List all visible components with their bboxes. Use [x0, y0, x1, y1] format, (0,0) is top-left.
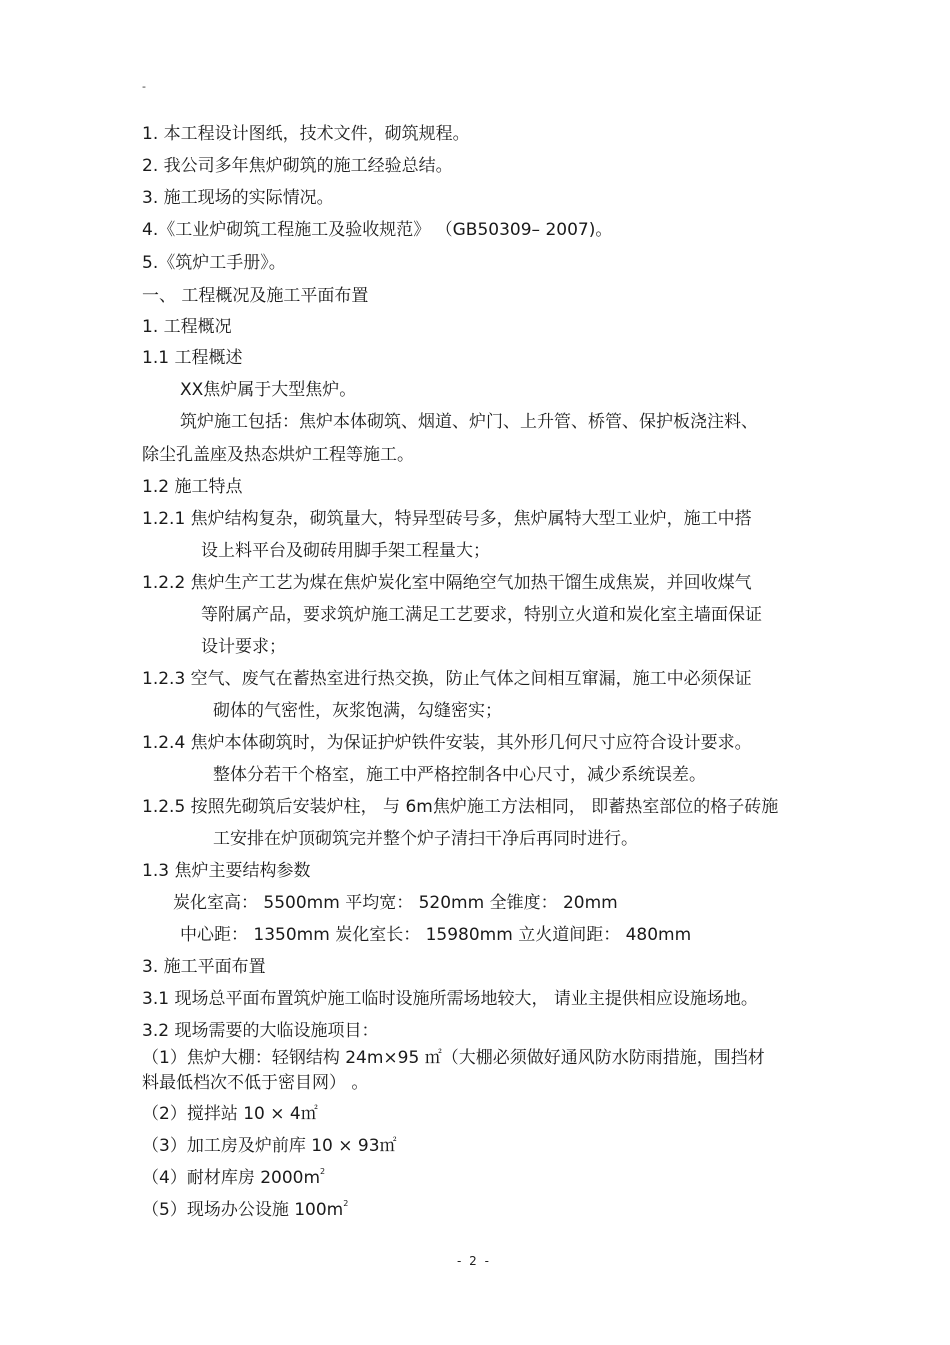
item-1-2-5-cont: 工安排在炉顶砌筑完并整个炉子清扫干净后再同时进行。 — [213, 829, 638, 849]
parameter-row-1: 炭化室高： 5500mm 平均宽： 520mm 全锥度： 20mm — [173, 893, 618, 913]
paragraph-line: 筑炉施工包括：焦炉本体砌筑、烟道、炉门、上升管、桥管、保护板浇注料、 — [180, 412, 758, 432]
item-1-2-2: 1.2.2 焦炉生产工艺为煤在焦炉炭化室中隔绝空气加热干馏生成焦炭，并回收煤气 — [142, 573, 752, 593]
item-1-2-2-cont: 设计要求； — [201, 637, 286, 657]
item-3-1: 3.1 现场总平面布置筑炉施工临时设施所需场地较大， 请业主提供相应设施场地。 — [142, 989, 758, 1009]
item-1-2-1: 1.2.1 焦炉结构复杂，砌筑量大，特异型砖号多，焦炉属特大型工业炉，施工中搭 — [142, 509, 752, 529]
facility-4-text: （4）耐材库房 2000m — [142, 1168, 321, 1188]
item-1-2-3-cont: 砌体的气密性，灰浆饱满，勾缝密实； — [213, 701, 502, 721]
facility-3: （3）加工房及炉前库 10 × 93㎡ — [142, 1136, 397, 1156]
page-number: - 2 - — [457, 1254, 491, 1268]
facility-5 — [142, 1199, 348, 1221]
item-1-2-1-cont: 设上料平台及砌砖用脚手架工程量大； — [201, 541, 490, 561]
paragraph-line: 除尘孔盖座及热态烘炉工程等施工。 — [142, 445, 414, 465]
item-1-2-4: 1.2.4 焦炉本体砌筑时，为保证护炉铁件安装，其外形几何尺寸应符合设计要求。 — [142, 733, 752, 753]
heading-project-overview: 1. 工程概况 — [142, 317, 232, 337]
basis-item-2: 2. 我公司多年焦炉砌筑的施工经验总结。 — [142, 156, 453, 176]
parameter-row-2: 中心距： 1350mm 炭化室长： 15980mm 立火道间距： 480mm — [180, 925, 692, 945]
heading-1-1: 1.1 工程概述 — [142, 348, 243, 368]
item-1-2-4-cont: 整体分若干个格室，施工中严格控制各中心尺寸，减少系统误差。 — [213, 765, 706, 785]
header-mark: - — [142, 80, 146, 93]
facility-2: （2）搅拌站 10 × 4㎡ — [142, 1104, 318, 1124]
item-3-2: 3.2 现场需要的大临设施项目： — [142, 1021, 379, 1041]
basis-item-5: 5.《筑炉工手册》。 — [142, 253, 286, 273]
heading-1-2: 1.2 施工特点 — [142, 477, 243, 497]
facility-1: （1）焦炉大棚：轻钢结构 24m×95 ㎡（大棚必须做好通风防水防雨措施，围挡材 — [142, 1048, 765, 1068]
basis-item-1: 1. 本工程设计图纸，技术文件，砌筑规程。 — [142, 124, 470, 144]
facility-4 — [142, 1167, 325, 1189]
item-1-2-3: 1.2.3 空气、废气在蓄热室进行热交换，防止气体之间相互窜漏，施工中必须保证 — [142, 669, 752, 689]
superscript-2: 2 — [320, 1167, 326, 1176]
basis-item-3: 3. 施工现场的实际情况。 — [142, 188, 334, 208]
basis-item-4: 4.《工业炉砌筑工程施工及验收规范》 （GB50309– 2007)。 — [142, 220, 613, 240]
section-heading: 一、 工程概况及施工平面布置 — [142, 286, 369, 306]
item-1-2-2-cont: 等附属产品，要求筑炉施工满足工艺要求，特别立火道和炭化室主墙面保证 — [201, 605, 762, 625]
paragraph-line: XX焦炉属于大型焦炉。 — [180, 380, 357, 400]
item-1-2-5: 1.2.5 按照先砌筑后安装炉柱， 与 6m焦炉施工方法相同， 即蓄热室部位的格子砖施 — [142, 797, 779, 817]
facility-5-text: （5）现场办公设施 100m — [142, 1200, 344, 1220]
heading-site-layout: 3. 施工平面布置 — [142, 957, 266, 977]
superscript-2: 2 — [343, 1199, 349, 1208]
heading-1-3: 1.3 焦炉主要结构参数 — [142, 861, 311, 881]
facility-1-cont: 料最低档次不低于密目网） 。 — [142, 1073, 369, 1093]
